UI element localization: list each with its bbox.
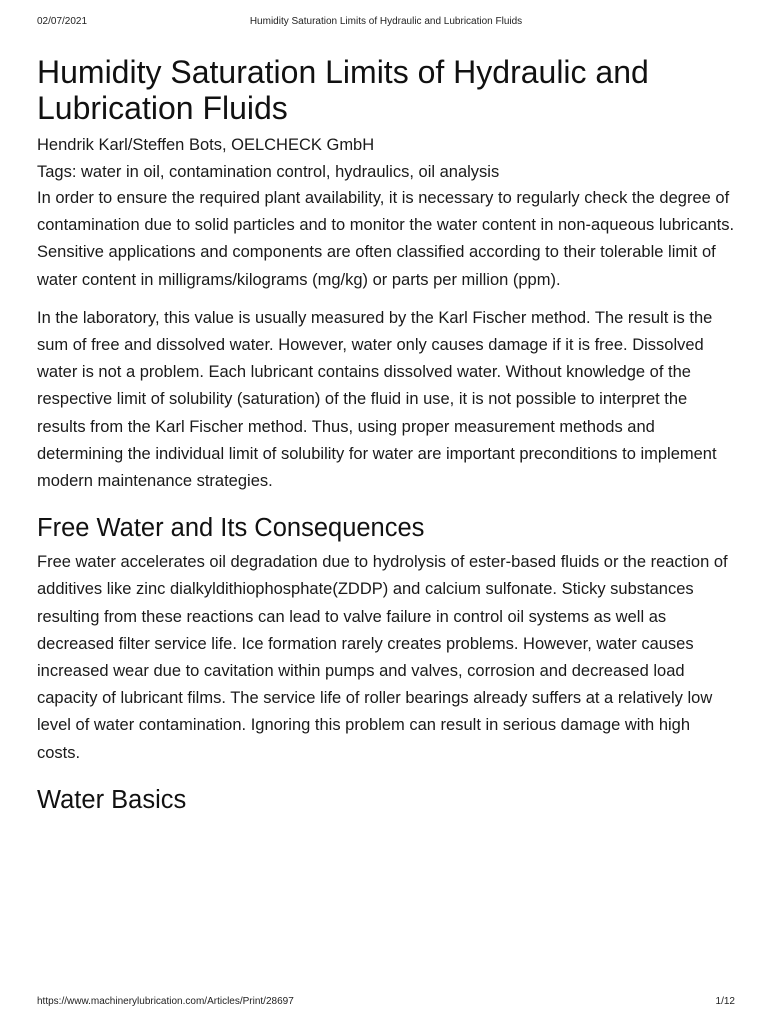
intro-paragraph-2: In the laboratory, this value is usually measured by the Karl Fischer method. The result is the sum of free and dissolved water. However, water only causes damage if it is free. Dissolved water is not a problem. Each lubricant contains dissolved water. Without knowledge of the respective limit of solubility (saturation) of the fluid in use, it is not possible to interpret the results from the Karl Fischer method. Thus, using proper measurement methods and determining the individual limit of solubility for water are important preconditions to implement modern maintenance strategies.: [37, 308, 717, 491]
print-date: 02/07/2021: [37, 16, 88, 27]
article-title: Humidity Saturation Limits of Hydraulic and Lubrication Fluids: [37, 54, 649, 126]
page-number: 1/12: [715, 996, 735, 1007]
section-heading-free-water: Free Water and Its Consequences: [37, 514, 425, 543]
print-header: [37, 16, 735, 30]
source-url-link[interactable]: https://www.machinerylubrication.com/Articles/Print/28697: [37, 996, 294, 1007]
free-water-paragraph: Free water accelerates oil degradation due to hydrolysis of ester-based fluids or the reaction of additives like zinc dialkyldithiophosphate(ZDDP) and calcium sulfonate. Sticky substances resulting from these reactions can lead to valve failure in control oil systems as well as decreased filter service life. Ice formation rarely creates problems. However, water causes increased wear due to cavitation within pumps and valves, corrosion and decreased load capacity of lubricant films. The service life of roller bearings already suffers at a relatively low level of water contamination. Ignoring this problem can result in serious damage with high costs.: [37, 553, 728, 762]
print-footer: [37, 996, 735, 1010]
article: [37, 54, 737, 821]
article-tags: Tags: water in oil, contamination control, hydraulics, oil analysis: [37, 163, 500, 181]
intro-paragraph-1: In order to ensure the required plant availability, it is necessary to regularly check the degree of contamination due to solid particles and to monitor the water content in non-aqueous lubricants. Sensitive applications and components are often classified according to their tolerable limit of water content in milligrams/kilograms (mg/kg) or parts per million (ppm).: [37, 189, 735, 289]
article-byline: Hendrik Karl/Steffen Bots, OELCHECK GmbH: [37, 136, 375, 154]
print-title: Humidity Saturation Limits of Hydraulic and Lubrication Fluids: [249, 16, 523, 27]
section-heading-water-basics: Water Basics: [37, 785, 187, 814]
